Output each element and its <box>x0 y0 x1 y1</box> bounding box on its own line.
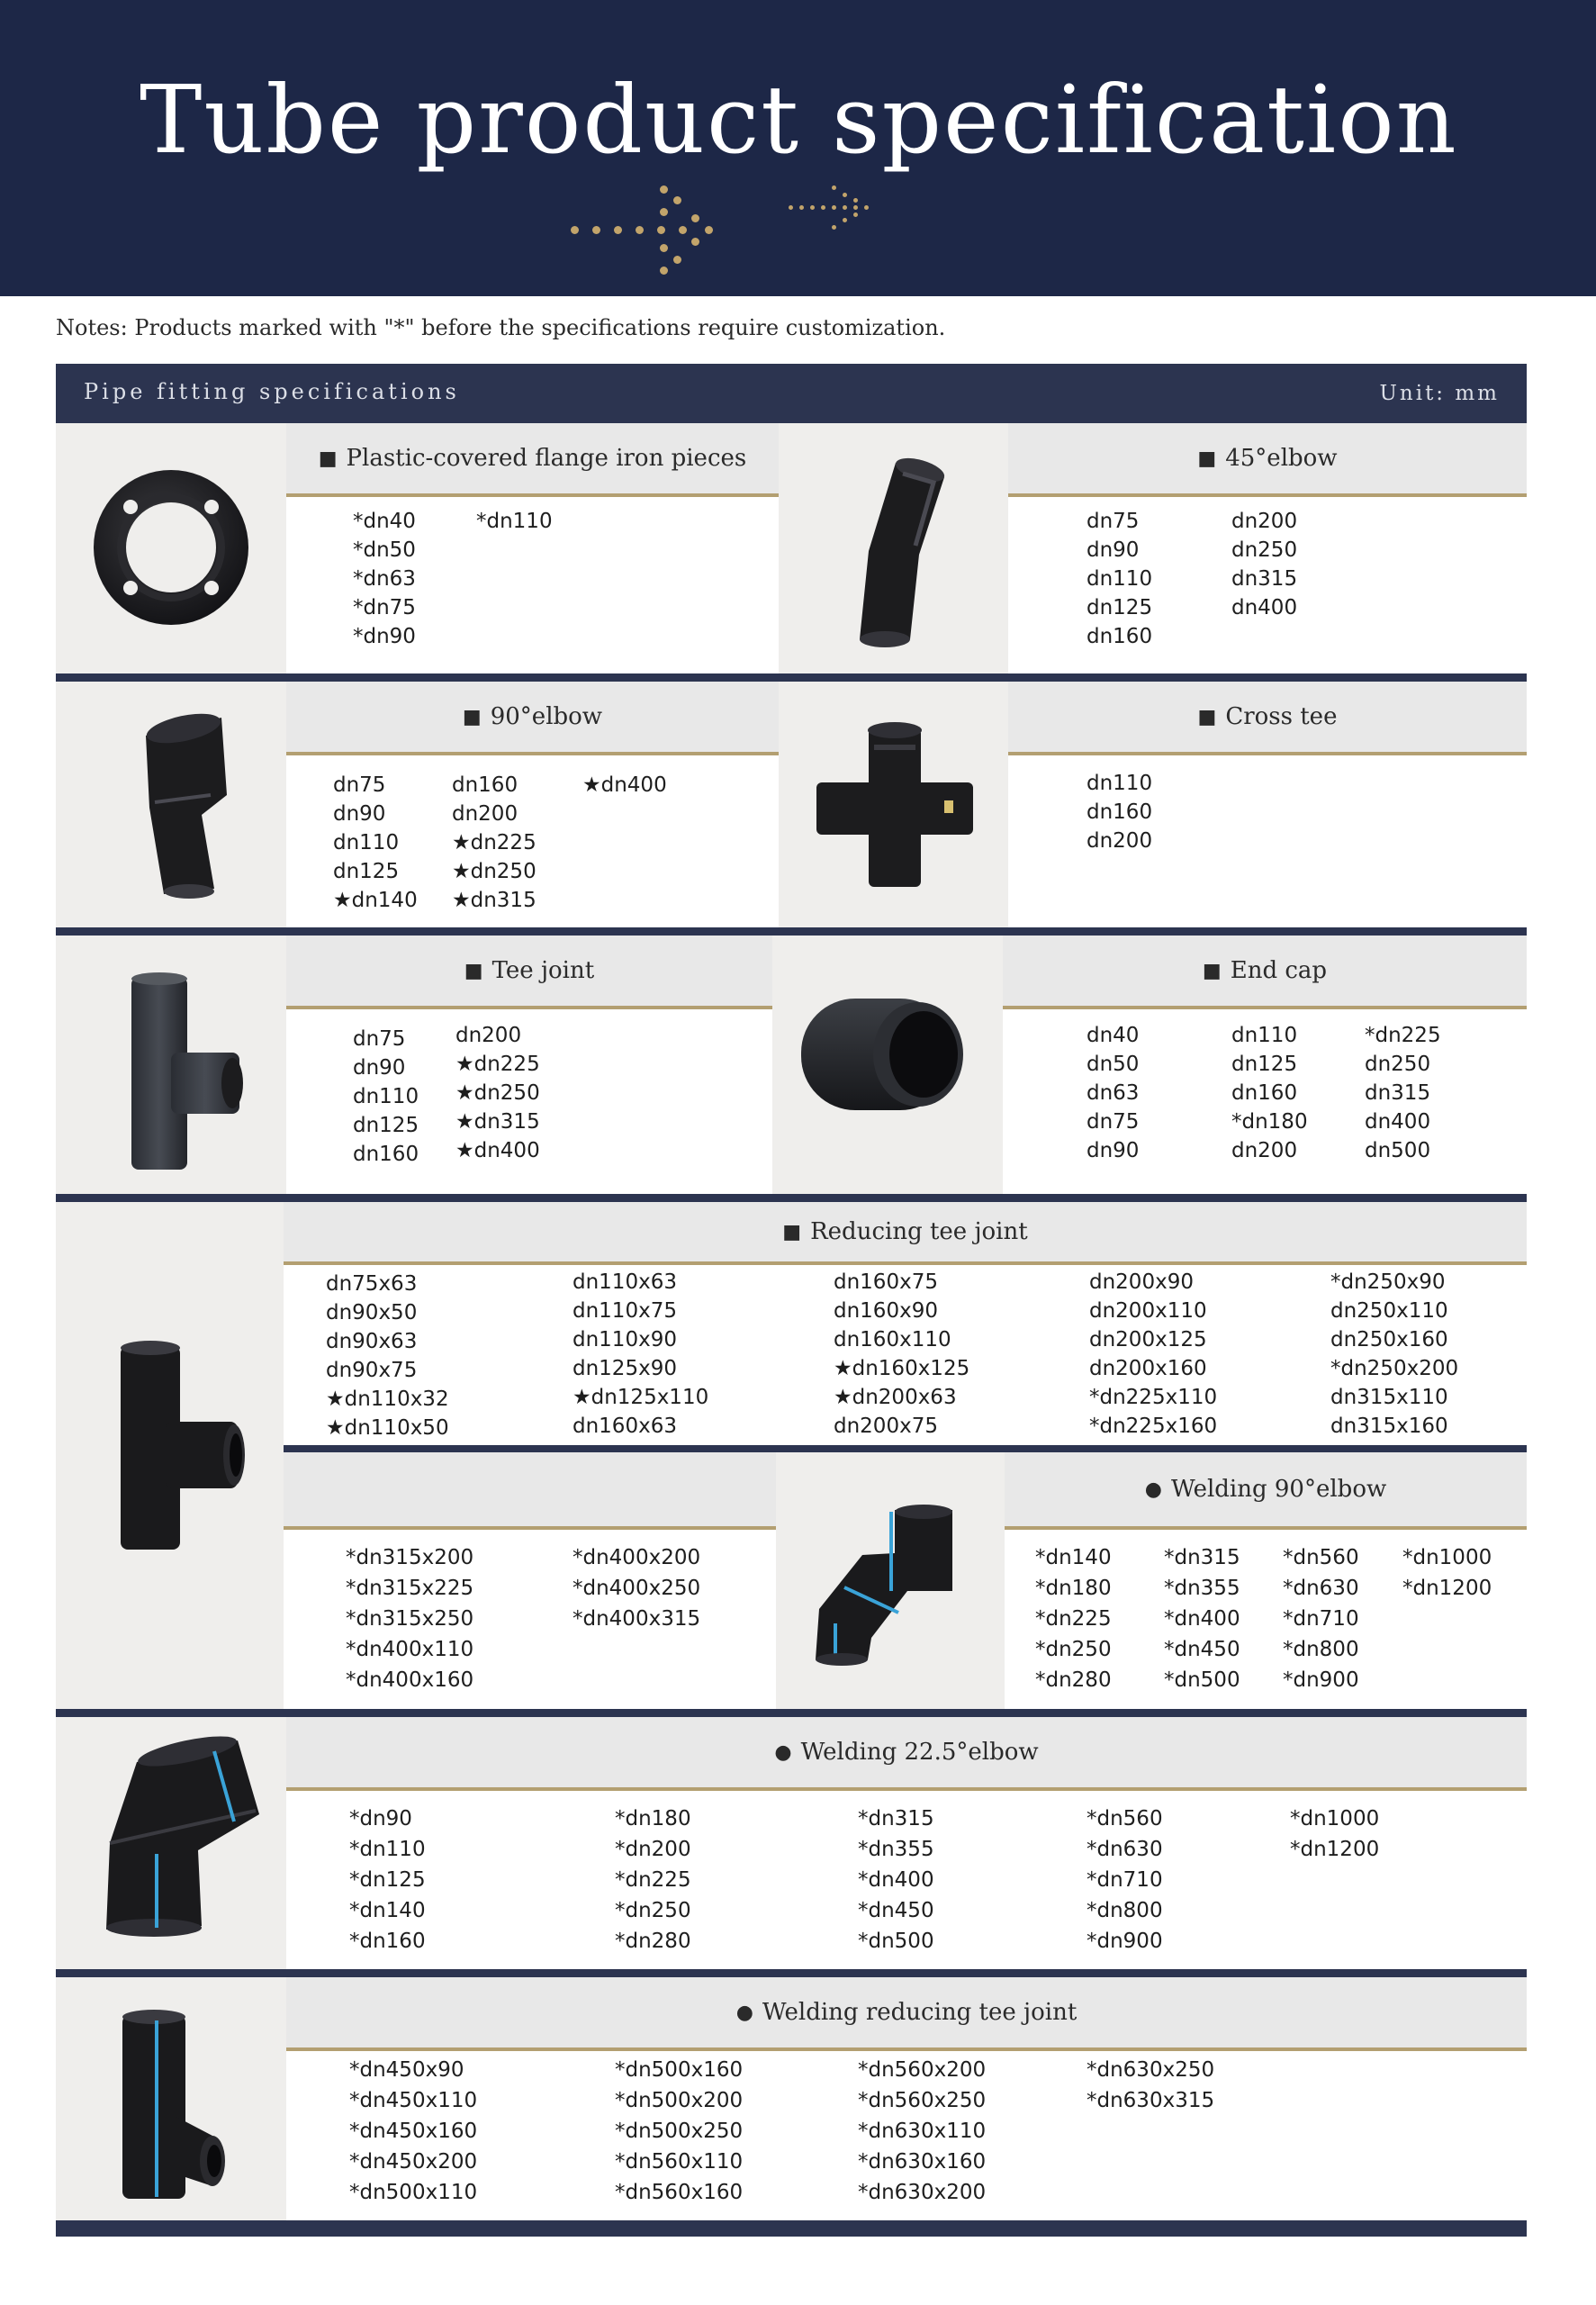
welding225-spec-col-2 <box>615 1803 795 1957</box>
spec-value: dn250 <box>1365 1053 1431 1076</box>
spec-value: dn90 <box>333 802 386 826</box>
reducing-tee-spec-col-3 <box>834 1268 1014 1441</box>
tee-joint-title: Tee joint <box>491 957 595 984</box>
unit-label: Unit: mm <box>1379 382 1500 405</box>
spec-value: dn160x75 <box>834 1270 938 1294</box>
spec-value: dn110 <box>1087 772 1153 795</box>
spec-value: dn125 <box>1231 1053 1298 1076</box>
tee-joint-image-cell <box>56 936 286 1194</box>
spec-value: ★dn315 <box>455 1110 540 1134</box>
spec-value: *dn630 <box>1087 1838 1163 1861</box>
cross-tee-image-cell <box>779 682 1008 927</box>
spec-value: dn90 <box>1087 1139 1140 1162</box>
welding-reducing-tee-image-cell <box>56 1977 286 2220</box>
arrow-decoration-left <box>565 180 727 284</box>
elbow90-title-bar <box>286 682 779 755</box>
square-bullet-icon: ■ <box>1197 705 1217 728</box>
square-bullet-icon: ■ <box>318 447 338 470</box>
spec-value: *dn500x250 <box>615 2120 744 2143</box>
elbow90-spec-col-1 <box>333 771 441 915</box>
spec-value: dn500 <box>1365 1139 1431 1162</box>
spec-value: *dn50 <box>353 538 416 562</box>
spec-value: dn315x160 <box>1330 1415 1448 1438</box>
welding-reducing-tee-spec-col-2 <box>615 2055 795 2208</box>
spec-value: *dn500x200 <box>615 2089 744 2112</box>
spec-value: *dn315x250 <box>346 1607 474 1631</box>
spec-value: dn110x75 <box>573 1299 677 1323</box>
spec-value: *dn90 <box>349 1807 412 1830</box>
welding225-title-bar <box>286 1717 1527 1791</box>
spec-value: dn160x110 <box>834 1328 951 1351</box>
spec-value: dn90x75 <box>326 1359 418 1382</box>
page-title: Tube product specification <box>140 65 1458 175</box>
welding90-title-bar <box>1005 1452 1527 1530</box>
spec-value: *dn400x160 <box>346 1668 474 1692</box>
reducing-tee-product-image <box>103 1337 256 1562</box>
cross-tee-product-image <box>809 718 980 898</box>
welding225-spec-col-3 <box>858 1803 1038 1957</box>
welding90-spec-col-1 <box>1035 1542 1143 1695</box>
spec-value: *dn630x250 <box>1087 2058 1215 2082</box>
cross-tee-title-bar <box>1008 682 1527 755</box>
spec-value: dn90x63 <box>326 1330 418 1353</box>
end-cap-spec-col-3 <box>1365 1021 1473 1165</box>
spec-value: dn160 <box>1087 625 1153 648</box>
spec-value: dn160 <box>353 1143 419 1166</box>
spec-value: *dn450 <box>1164 1638 1240 1661</box>
reducing-tee-cont-col-1 <box>346 1542 526 1695</box>
spec-value: *dn900 <box>1283 1668 1359 1692</box>
welding225-spec-col-1 <box>349 1803 529 1957</box>
reducing-tee-spec-col-4 <box>1089 1268 1269 1441</box>
elbow45-product-image <box>833 447 959 654</box>
tee-joint-spec-col-1 <box>353 1025 461 1169</box>
welding90-spec-col-3 <box>1283 1542 1391 1695</box>
spec-value: dn315 <box>1231 567 1298 591</box>
spec-value: dn200 <box>1231 1139 1298 1162</box>
elbow45-spec-col-2 <box>1231 507 1339 622</box>
spec-value: dn90x50 <box>326 1301 418 1324</box>
spec-value: *dn180 <box>615 1807 691 1830</box>
spec-value: *dn110 <box>476 510 553 533</box>
spec-value: *dn500 <box>858 1930 934 1953</box>
spec-value: *dn560x250 <box>858 2089 987 2112</box>
spec-value: dn160 <box>452 773 518 797</box>
spec-value: *dn560 <box>1283 1546 1359 1569</box>
spec-value: *dn400x315 <box>573 1607 701 1631</box>
end-cap-product-image <box>792 991 972 1117</box>
spec-value: *dn315 <box>858 1807 934 1830</box>
spec-value: *dn225 <box>615 1868 691 1892</box>
spec-value: *dn630x160 <box>858 2150 987 2174</box>
spec-value: dn75 <box>1087 1110 1140 1134</box>
spec-value: *dn250 <box>1035 1638 1112 1661</box>
spec-value: ★dn200x63 <box>834 1386 957 1409</box>
welding90-image-cell <box>776 1452 1005 1709</box>
welding-reducing-tee-spec-col-1 <box>349 2055 529 2208</box>
spec-value: dn40 <box>1087 1024 1140 1047</box>
spec-value: dn200x110 <box>1089 1299 1207 1323</box>
reducing-tee-title-bar <box>284 1202 1527 1265</box>
spec-value: dn90 <box>353 1056 406 1080</box>
spec-value: dn160 <box>1231 1081 1298 1105</box>
spec-value: *dn630x200 <box>858 2181 987 2204</box>
spec-value: *dn400 <box>1164 1607 1240 1631</box>
flange-image-cell <box>56 423 286 673</box>
spec-value: dn110x90 <box>573 1328 677 1351</box>
spec-value: *dn630x315 <box>1087 2089 1215 2112</box>
reducing-tee-spec-col-1 <box>326 1270 506 1442</box>
spec-value: *dn225x110 <box>1089 1386 1218 1409</box>
spec-value: *dn1000 <box>1290 1807 1380 1830</box>
spec-value: dn110 <box>333 831 400 854</box>
tee-joint-product-image <box>117 970 252 1177</box>
flange-title-bar <box>286 423 779 497</box>
spec-value: *dn500x160 <box>615 2058 744 2082</box>
welding90-product-image <box>808 1501 970 1672</box>
spec-value: *dn75 <box>353 596 416 619</box>
spec-value: dn110 <box>353 1085 419 1108</box>
cross-tee-spec-col-1 <box>1087 769 1195 855</box>
spec-value: *dn450x90 <box>349 2058 464 2082</box>
spec-value: *dn560 <box>1087 1807 1163 1830</box>
square-bullet-icon: ■ <box>464 959 483 982</box>
spec-value: dn125 <box>333 860 400 883</box>
spec-value: *dn315x225 <box>346 1577 474 1600</box>
elbow45-title-bar <box>1008 423 1527 497</box>
welding225-spec-col-5 <box>1290 1803 1470 1865</box>
flange-product-image <box>90 466 252 628</box>
section-divider <box>56 1969 1527 1977</box>
spec-value: *dn125 <box>349 1868 426 1892</box>
elbow90-spec-col-3 <box>582 771 690 800</box>
welding225-image-cell <box>56 1717 286 1969</box>
tee-joint-title-bar <box>286 936 772 1009</box>
flange-title: Plastic-covered flange iron pieces <box>346 445 747 472</box>
spec-value: *dn200 <box>615 1838 691 1861</box>
spec-value: *dn180 <box>1231 1110 1308 1134</box>
spec-value: *dn400 <box>858 1868 934 1892</box>
spec-value: ★dn400 <box>582 773 667 797</box>
reducing-tee-image-cell <box>56 1202 284 1709</box>
spec-value: dn125 <box>1087 596 1153 619</box>
spec-value: *dn450x160 <box>349 2120 478 2143</box>
spec-value: dn110 <box>1231 1024 1298 1047</box>
welding225-spec-col-4 <box>1087 1803 1267 1957</box>
spec-value: dn400 <box>1365 1110 1431 1134</box>
elbow90-image-cell <box>56 682 286 927</box>
section-divider <box>56 1709 1527 1717</box>
spec-value: *dn400x110 <box>346 1638 474 1661</box>
spec-value: *dn225x160 <box>1089 1415 1218 1438</box>
spec-value: *dn500x110 <box>349 2181 478 2204</box>
welding90-spec-col-2 <box>1164 1542 1272 1695</box>
spec-value: ★dn160x125 <box>834 1357 970 1380</box>
welding90-spec-col-4 <box>1402 1542 1510 1604</box>
section-divider <box>284 1445 1527 1452</box>
spec-value: *dn280 <box>1035 1668 1112 1692</box>
square-bullet-icon: ■ <box>1202 959 1222 982</box>
spec-value: dn200 <box>1087 829 1153 853</box>
spec-value: *dn800 <box>1087 1899 1163 1922</box>
customization-note: Notes: Products marked with "*" before the specifications require customization. <box>56 315 946 340</box>
end-cap-spec-col-1 <box>1087 1021 1195 1165</box>
spec-value: *dn180 <box>1035 1577 1112 1600</box>
reducing-tee-cont-title-bar <box>284 1452 776 1530</box>
spec-value: *dn710 <box>1283 1607 1359 1631</box>
spec-value: dn400 <box>1231 596 1298 619</box>
reducing-tee-spec-col-5 <box>1330 1268 1510 1441</box>
spec-value: dn125 <box>353 1114 419 1137</box>
spec-value: dn200 <box>452 802 518 826</box>
spec-value: *dn1000 <box>1402 1546 1492 1569</box>
spec-value: dn160x63 <box>573 1415 677 1438</box>
reducing-tee-spec-col-2 <box>573 1268 753 1441</box>
welding90-title: Welding 90°elbow <box>1170 1476 1387 1503</box>
reducing-tee-cont-col-2 <box>573 1542 753 1634</box>
spec-value: dn90 <box>1087 538 1140 562</box>
end-cap-image-cell <box>772 936 1003 1194</box>
spec-value: *dn225 <box>1365 1024 1441 1047</box>
square-bullet-icon: ■ <box>462 705 482 728</box>
arrow-decoration-right <box>783 180 882 234</box>
spec-value: *dn400x250 <box>573 1577 701 1600</box>
spec-value: dn110 <box>1087 567 1153 591</box>
spec-value: dn75 <box>333 773 386 797</box>
round-bullet-icon: ● <box>1144 1478 1162 1501</box>
spec-value: *dn90 <box>353 625 416 648</box>
spec-value: *dn560x160 <box>615 2181 744 2204</box>
welding-reducing-tee-spec-col-4 <box>1087 2055 1267 2116</box>
end-cap-spec-col-2 <box>1231 1021 1339 1165</box>
spec-value: *dn315x200 <box>346 1546 474 1569</box>
spec-value: dn315x110 <box>1330 1386 1448 1409</box>
flange-spec-col-2 <box>476 507 575 536</box>
spec-value: dn200 <box>1231 510 1298 533</box>
spec-value: *dn1200 <box>1290 1838 1380 1861</box>
spec-value: *dn160 <box>349 1930 426 1953</box>
spec-value: dn200 <box>455 1024 522 1047</box>
welding-reducing-tee-spec-col-3 <box>858 2055 1038 2208</box>
flange-spec-col-1 <box>353 507 452 651</box>
welding-reducing-tee-title: Welding reducing tee joint <box>762 1999 1078 2026</box>
cross-tee-title: Cross tee <box>1225 703 1338 730</box>
elbow90-title: 90°elbow <box>490 703 603 730</box>
elbow45-spec-col-1 <box>1087 507 1195 651</box>
spec-value: dn125x90 <box>573 1357 677 1380</box>
spec-value: ★dn125x110 <box>573 1386 709 1409</box>
tee-joint-spec-col-2 <box>455 1021 564 1165</box>
spec-value: dn160 <box>1087 800 1153 824</box>
spec-value: ★dn315 <box>452 889 537 912</box>
spec-value: *dn250 <box>615 1899 691 1922</box>
spec-value: *dn1200 <box>1402 1577 1492 1600</box>
spec-value: dn63 <box>1087 1081 1140 1105</box>
spec-value: dn160x90 <box>834 1299 938 1323</box>
spec-value: ★dn250 <box>452 860 537 883</box>
welding225-title: Welding 22.5°elbow <box>800 1739 1039 1766</box>
elbow90-product-image <box>128 709 245 907</box>
end-cap-title-bar <box>1003 936 1527 1009</box>
spec-value: ★dn140 <box>333 889 418 912</box>
section-divider <box>56 1194 1527 1202</box>
elbow45-title: 45°elbow <box>1225 445 1338 472</box>
spec-value: *dn225 <box>1035 1607 1112 1631</box>
spec-value: ★dn400 <box>455 1139 540 1162</box>
spec-value: dn200x160 <box>1089 1357 1207 1380</box>
spec-value: dn75x63 <box>326 1272 418 1296</box>
spec-value: *dn450x110 <box>349 2089 478 2112</box>
spec-value: *dn450x200 <box>349 2150 478 2174</box>
spec-value: *dn250x90 <box>1330 1270 1446 1294</box>
elbow90-spec-col-2 <box>452 771 560 915</box>
spec-value: *dn630 <box>1283 1577 1359 1600</box>
spec-value: dn250x160 <box>1330 1328 1448 1351</box>
spec-value: *dn355 <box>1164 1577 1240 1600</box>
round-bullet-icon: ● <box>735 2001 753 2024</box>
spec-value: *dn800 <box>1283 1638 1359 1661</box>
spec-value: *dn450 <box>858 1899 934 1922</box>
spec-value: ★dn110x50 <box>326 1416 449 1440</box>
spec-value: *dn560x110 <box>615 2150 744 2174</box>
spec-value: *dn40 <box>353 510 416 533</box>
reducing-tee-title: Reducing tee joint <box>810 1218 1028 1245</box>
bottom-divider <box>56 2220 1527 2237</box>
welding-reducing-tee-title-bar <box>286 1977 1527 2051</box>
spec-table-header <box>56 364 1527 423</box>
welding225-product-image <box>97 1735 268 1951</box>
round-bullet-icon: ● <box>774 1740 792 1764</box>
spec-value: *dn110 <box>349 1838 426 1861</box>
spec-value: *dn140 <box>1035 1546 1112 1569</box>
spec-value: dn200x75 <box>834 1415 938 1438</box>
spec-value: dn200x125 <box>1089 1328 1207 1351</box>
spec-value: *dn280 <box>615 1930 691 1953</box>
end-cap-title: End cap <box>1230 957 1328 984</box>
spec-value: dn250 <box>1231 538 1298 562</box>
spec-value: dn110x63 <box>573 1270 677 1294</box>
square-bullet-icon: ■ <box>782 1220 802 1243</box>
square-bullet-icon: ■ <box>1197 447 1217 470</box>
elbow45-image-cell <box>779 423 1008 673</box>
spec-value: dn315 <box>1365 1081 1431 1105</box>
spec-value: *dn500 <box>1164 1668 1240 1692</box>
header-banner <box>0 0 1596 296</box>
spec-value: *dn140 <box>349 1899 426 1922</box>
spec-value: dn75 <box>353 1027 406 1051</box>
spec-value: *dn355 <box>858 1838 934 1861</box>
spec-value: *dn630x110 <box>858 2120 987 2143</box>
spec-value: dn50 <box>1087 1053 1140 1076</box>
spec-value: dn200x90 <box>1089 1270 1194 1294</box>
spec-value: ★dn110x32 <box>326 1388 449 1411</box>
welding-reducing-tee-product-image <box>112 2008 247 2206</box>
spec-value: *dn315 <box>1164 1546 1240 1569</box>
spec-value: ★dn225 <box>452 831 537 854</box>
spec-value: *dn400x200 <box>573 1546 701 1569</box>
section-divider <box>56 927 1527 936</box>
spec-value: ★dn225 <box>455 1053 540 1076</box>
spec-value: ★dn250 <box>455 1081 540 1105</box>
spec-value: *dn63 <box>353 567 416 591</box>
spec-value: dn250x110 <box>1330 1299 1448 1323</box>
spec-value: *dn250x200 <box>1330 1357 1459 1380</box>
section-divider <box>56 673 1527 682</box>
spec-table-title: Pipe fitting specifications <box>84 379 460 404</box>
spec-value: *dn710 <box>1087 1868 1163 1892</box>
spec-value: *dn900 <box>1087 1930 1163 1953</box>
spec-value: dn75 <box>1087 510 1140 533</box>
spec-value: *dn560x200 <box>858 2058 987 2082</box>
